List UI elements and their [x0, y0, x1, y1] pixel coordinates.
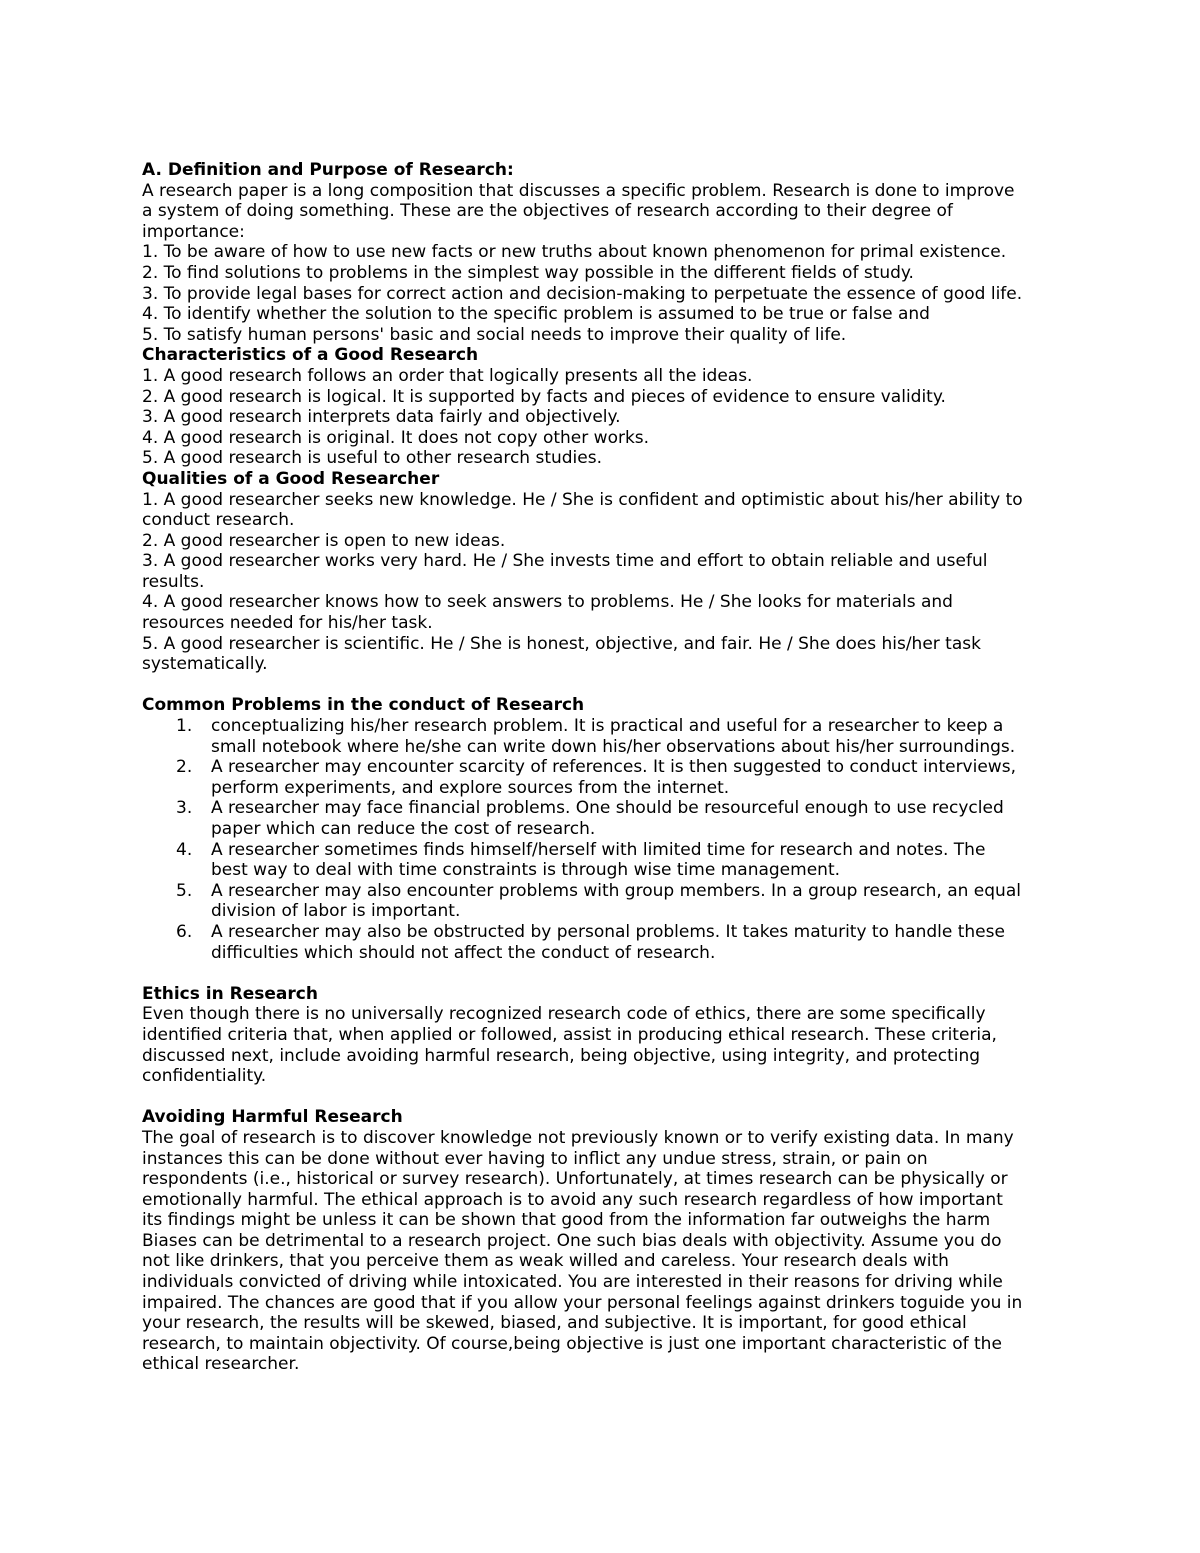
text-line: Even though there is no universally recognized research code of ethics, there are some specifically: [142, 1004, 986, 1025]
section-heading-harmful: Avoiding Harmful Research: [142, 1107, 403, 1128]
list-number: 5.: [176, 880, 193, 901]
text-line: 3. A good researcher works very hard. He / She invests time and effort to obtain reliable and useful: [142, 551, 988, 572]
list-item: 3. To provide legal bases for correct action and decision-making to perpetuate the essence of good life.: [142, 283, 1023, 304]
list-item: 5. To satisfy human persons' basic and social needs to improve their quality of life.: [142, 324, 847, 345]
text-line: not like drinkers, that you perceive them as weak willed and careless. Your research deals with: [142, 1251, 949, 1272]
list-item: 2. A good research is logical. It is supported by facts and pieces of evidence to ensure validity.: [142, 386, 946, 407]
list-item: 5. A good research is useful to other research studies.: [142, 448, 602, 469]
list-item: [142, 757, 1072, 798]
qualities-list: [142, 490, 1072, 675]
list-number: 4.: [176, 839, 193, 860]
list-item: [142, 922, 1072, 963]
text-line: research, to maintain objectivity. Of course,being objective is just one important characteristic of the: [142, 1333, 1002, 1354]
text-line: importance:: [142, 221, 245, 242]
harmful-paragraph: [142, 1128, 1072, 1375]
text-line: results.: [142, 571, 205, 592]
list-item: 3. A good research interprets data fairly and objectively.: [142, 407, 621, 428]
characteristics-list: [142, 366, 1072, 469]
text-line: A researcher sometimes finds himself/herself with limited time for research and notes. The: [211, 839, 986, 860]
text-line: resources needed for his/her task.: [142, 613, 433, 634]
text-line: 5. A good researcher is scientific. He / She is honest, objective, and fair. He / She does his/her task: [142, 633, 981, 654]
blank-line: [142, 675, 1072, 696]
list-item: [142, 840, 1072, 881]
list-item: 1. A good research follows an order that logically presents all the ideas.: [142, 365, 753, 386]
list-number: 2.: [176, 757, 193, 778]
text-line: instances this can be done without ever having to inflict any undue stress, strain, or pain on: [142, 1148, 928, 1169]
ethics-paragraph: [142, 1004, 1072, 1086]
text-line: perform experiments, and explore sources from the internet.: [211, 777, 730, 798]
section-heading-qualities: Qualities of a Good Researcher: [142, 468, 440, 489]
text-line: impaired. The chances are good that if you allow your personal feelings against drinkers toguide you in: [142, 1292, 1023, 1313]
list-number: 1.: [176, 716, 193, 737]
text-line: A research paper is a long composition that discusses a specific problem. Research is done to improve: [142, 180, 1015, 201]
text-line: conduct research.: [142, 510, 295, 531]
section-heading-ethics: Ethics in Research: [142, 983, 318, 1004]
problems-list: [142, 716, 1072, 963]
list-number: 3.: [176, 798, 193, 819]
list-item: 4. A good research is original. It does not copy other works.: [142, 427, 650, 448]
text-line: confidentiality.: [142, 1066, 267, 1087]
definition-intro: [142, 181, 1072, 243]
text-line: your research, the results will be skewed, biased, and subjective. It is important, for good ethical: [142, 1313, 967, 1334]
text-line: conceptualizing his/her research problem. It is practical and useful for a researcher to keep a: [211, 716, 1004, 737]
text-line: paper which can reduce the cost of research.: [211, 819, 596, 839]
list-item: [142, 881, 1072, 922]
text-line: 4. A good researcher knows how to seek answers to problems. He / She looks for materials and: [142, 592, 953, 613]
text-line: emotionally harmful. The ethical approach is to avoid any such research regardless of how important: [142, 1189, 1003, 1210]
list-item: 2. To find solutions to problems in the simplest way possible in the different fields of study.: [142, 262, 914, 283]
text-line: a system of doing something. These are the objectives of research according to their degree of: [142, 201, 953, 222]
document-page: [142, 160, 1072, 1375]
list-number: 6.: [176, 921, 193, 942]
list-item: 4. To identify whether the solution to the specific problem is assumed to be true or false and: [142, 304, 930, 325]
section-heading-definition: A. Definition and Purpose of Research:: [142, 160, 514, 180]
blank-line: [142, 963, 1072, 984]
text-line: division of labor is important.: [211, 901, 461, 922]
text-line: respondents (i.e., historical or survey research). Unfortunately, at times research can be physically or: [142, 1169, 1008, 1190]
text-line: ethical researcher.: [142, 1354, 300, 1375]
section-heading-problems: Common Problems in the conduct of Research: [142, 695, 585, 716]
list-item: [142, 798, 1072, 839]
list-item: [142, 716, 1072, 757]
text-line: small notebook where he/she can write down his/her observations about his/her surroundings.: [211, 736, 1016, 757]
blank-line: [142, 1087, 1072, 1108]
text-line: The goal of research is to discover knowledge not previously known or to verify existing data. In many: [142, 1127, 1014, 1148]
text-line: individuals convicted of driving while intoxicated. You are interested in their reasons for driving while: [142, 1272, 1003, 1293]
text-line: discussed next, include avoiding harmful research, being objective, using integrity, and protecting: [142, 1045, 981, 1066]
text-line: Biases can be detrimental to a research project. One such bias deals with objectivity. Assume you do: [142, 1230, 1002, 1251]
text-line: difficulties which should not affect the conduct of research.: [211, 942, 716, 963]
text-line: systematically.: [142, 654, 268, 675]
text-line: 1. A good researcher seeks new knowledge. He / She is confident and optimistic about his/her ability to: [142, 489, 1023, 510]
text-line: A researcher may also be obstructed by personal problems. It takes maturity to handle these: [211, 921, 1005, 942]
text-line: identified criteria that, when applied or followed, assist in producing ethical research. These criteria,: [142, 1024, 997, 1045]
text-line: best way to deal with time constraints is through wise time management.: [211, 860, 841, 881]
section-heading-characteristics: Characteristics of a Good Research: [142, 345, 479, 366]
text-line: A researcher may face financial problems. One should be resourceful enough to use recycled: [211, 798, 1004, 819]
objectives-list: [142, 242, 1072, 345]
text-line: A researcher may encounter scarcity of references. It is then suggested to conduct interviews,: [211, 757, 1016, 778]
text-line: its findings might be unless it can be shown that good from the information far outweighs the harm: [142, 1210, 991, 1231]
list-item: 1. To be aware of how to use new facts or new truths about known phenomenon for primal existence.: [142, 242, 1007, 263]
text-line: A researcher may also encounter problems with group members. In a group research, an equal: [211, 880, 1021, 901]
text-line: 2. A good researcher is open to new ideas.: [142, 530, 506, 551]
